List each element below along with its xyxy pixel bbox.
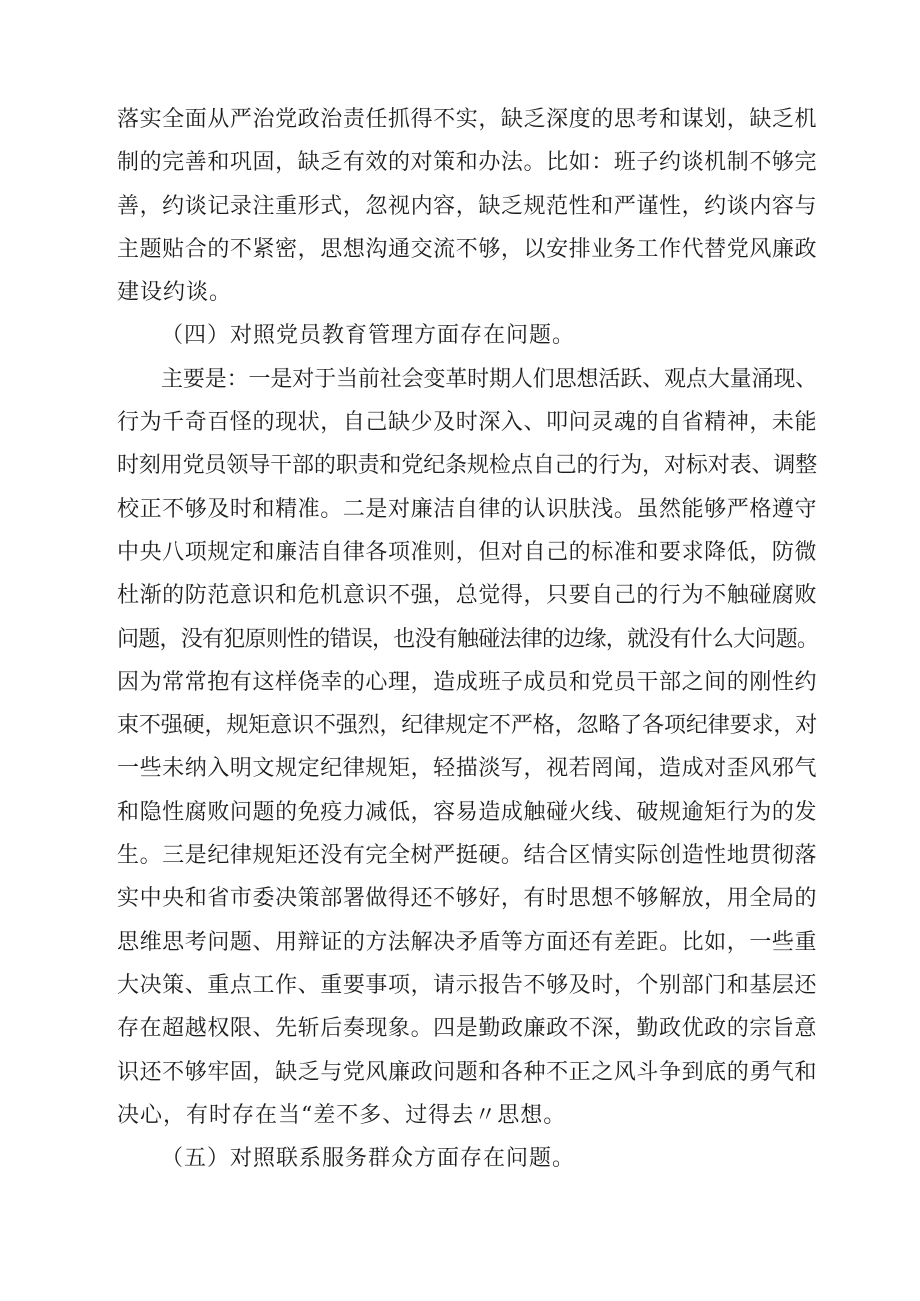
paragraph-line: 决心，有时存在当“差不多、过得去〃思想。: [117, 1102, 567, 1128]
paragraph-line: 大决策、重点工作、重要事项，请示报告不够及时，个别部门和基层还: [117, 972, 817, 998]
paragraph-line: 建设约谈。: [117, 280, 233, 306]
document-body: [117, 98, 817, 1180]
paragraph-line: 制的完善和巩固，缺乏有效的对策和办法。比如：班子约谈机制不够完: [117, 150, 817, 176]
section-heading-4: （四）对照党员教育管理方面存在问题。: [161, 323, 576, 349]
section-heading-5: （五）对照联系服务群众方面存在问题。: [161, 1146, 576, 1172]
paragraph-line: 思维思考问题、用辩证的方法解决矛盾等方面还有差距。比如，一些重: [117, 929, 817, 955]
paragraph-line: 落实全面从严治党政治责任抓得不实，缺乏深度的思考和谋划，缺乏机: [117, 107, 817, 132]
paragraph-line: 善，约谈记录注重形式，忽视内容，缺乏规范性和严谨性，约谈内容与: [117, 193, 817, 219]
paragraph-line: 生。三是纪律规矩还没有完全树严挺硬。结合区情实际创造性地贯彻落: [117, 843, 817, 869]
paragraph-line: 主要是：一是对于当前社会变革时期人们思想活跃、观点大量涌现、: [161, 366, 817, 392]
paragraph-line: 因为常常抱有这样侥幸的心理，造成班子成员和党员干部之间的刚性约: [117, 669, 817, 695]
paragraph-line: 中央八项规定和廉洁自律各项准则，但对自己的标准和要求降低，防微: [117, 539, 817, 565]
paragraph-line: 存在超越权限、先斩后奏现象。四是勤政廉政不深，勤政优政的宗旨意: [117, 1016, 817, 1042]
paragraph-line: 束不强硬，规矩意识不强烈，纪律规定不严格，忽略了各项纪律要求，对: [117, 713, 817, 739]
paragraph-2: [117, 358, 817, 1137]
paragraph-line: 杜渐的防范意识和危机意识不强，总觉得，只要自己的行为不触碰腐败: [117, 583, 817, 609]
paragraph-1: [117, 98, 817, 314]
paragraph-line: 校正不够及时和精准。二是对廉洁自律的认识肤浅。虽然能够严格遵守: [117, 496, 817, 522]
paragraph-line: 行为千奇百怪的现状，自己缺少及时深入、叩问灵魂的自省精神，未能: [117, 410, 817, 436]
paragraph-line: 一些未纳入明文规定纪律规矩，轻描淡写，视若罔闻，造成对歪风邪气: [117, 756, 817, 782]
paragraph-line: 实中央和省市委决策部署做得还不够好，有时思想不够解放，用全局的: [117, 886, 817, 912]
paragraph-line: 和隐性腐败问题的免疫力减低，容易造成触碰火线、破规逾矩行为的发: [117, 799, 817, 825]
paragraph-line: 问题，没有犯原则性的错误，也没有触碰法律的边缘，就没有什么大问题。: [117, 626, 819, 652]
paragraph-line: 识还不够牢固，缺乏与党风廉政问题和各种不正之风斗争到底的勇气和: [117, 1059, 817, 1085]
paragraph-line: 时刻用党员领导干部的职责和党纪条规检点自己的行为，对标对表、调整: [117, 453, 817, 479]
paragraph-line: 主题贴合的不紧密，思想沟通交流不够，以安排业务工作代替党风廉政: [117, 236, 817, 262]
